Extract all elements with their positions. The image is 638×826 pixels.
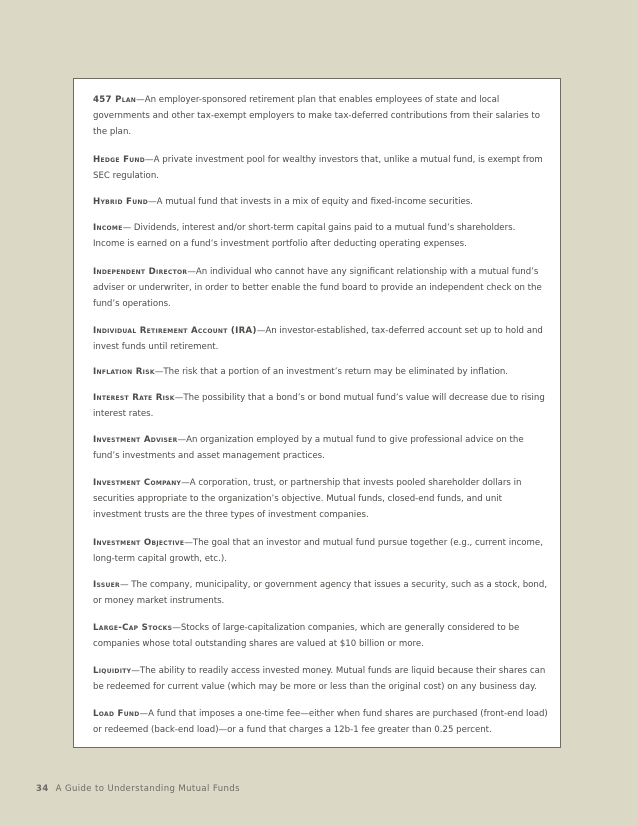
glossary-entry-investment-company bbox=[93, 475, 548, 523]
glossary-definition: —A fund that imposes a one-time fee—either when fund shares are purchased (front-end load) or redeemed (back-end load)—or a fund that charges a 12b-1 fee greater than 0.25 percent. bbox=[93, 709, 548, 735]
glossary-definition: —The ability to readily access invested money. Mutual funds are liquid because their shares can be redeemed for current value (which may be more or less than the original cost) on any business day. bbox=[93, 666, 546, 692]
glossary-definition: —The risk that a portion of an investment’s return may be eliminated by inflation. bbox=[154, 367, 509, 377]
glossary-entry-hedge-fund bbox=[93, 152, 548, 184]
glossary-entry-issuer bbox=[93, 577, 548, 609]
glossary-definition: —A corporation, trust, or partnership that invests pooled shareholder dollars in securities appropriate to the organization’s objective. Mutual funds, closed-end funds, and unit investment trusts are the three types of investment companies. bbox=[93, 478, 522, 520]
glossary-box bbox=[73, 78, 561, 748]
glossary-definition: —An employer-sponsored retirement plan that enables employees of state and local governments and other tax-exempt employers to make tax-deferred contributions from their salaries to the plan. bbox=[93, 95, 540, 137]
glossary-term: 457 Plan bbox=[93, 95, 137, 105]
glossary-term: Investment Adviser bbox=[93, 435, 178, 445]
glossary-entry-inflation-risk bbox=[93, 364, 548, 380]
glossary-entry-large-cap-stocks bbox=[93, 620, 548, 652]
glossary-definition: —An investor-established, tax-deferred account set up to hold and invest funds until retirement. bbox=[93, 326, 543, 352]
glossary-term: Load Fund bbox=[93, 709, 140, 719]
glossary-term: Hybrid Fund bbox=[93, 197, 148, 207]
glossary-entry-investment-objective bbox=[93, 535, 548, 567]
glossary-definition: —An organization employed by a mutual fund to give professional advice on the fund’s investments and asset management practices. bbox=[93, 435, 524, 461]
glossary-term: Investment Company bbox=[93, 478, 182, 488]
glossary-term: Independent Director bbox=[93, 267, 188, 277]
glossary-entry-load-fund bbox=[93, 706, 548, 738]
glossary-entry-interest-rate-risk bbox=[93, 390, 548, 422]
glossary-entry-income bbox=[93, 220, 548, 252]
footer-title: A Guide to Understanding Mutual Funds bbox=[55, 784, 240, 794]
glossary-entry-hybrid-fund bbox=[93, 194, 548, 210]
glossary-definition: — Dividends, interest and/or short-term capital gains paid to a mutual fund’s shareholders. Income is earned on a fund’s investment portfolio after deducting operating expenses. bbox=[93, 223, 516, 249]
glossary-definition: — The company, municipality, or government agency that issues a security, such as a stock, bond, or money market instruments. bbox=[93, 580, 548, 606]
glossary-definition: —The goal that an investor and mutual fund pursue together (e.g., current income, long-term capital growth, etc.). bbox=[93, 538, 543, 564]
glossary-entry-liquidity bbox=[93, 663, 548, 695]
glossary-definition: —A mutual fund that invests in a mix of equity and fixed-income securities. bbox=[147, 197, 473, 207]
glossary-term: Liquidity bbox=[93, 666, 132, 676]
glossary-definition: —A private investment pool for wealthy investors that, unlike a mutual fund, is exempt from SEC regulation. bbox=[93, 155, 543, 181]
glossary-definition: —Stocks of large-capitalization companies, which are generally considered to be companies whose total outstanding shares are valued at $10 billion or more. bbox=[93, 623, 520, 649]
glossary-term: Large-Cap Stocks bbox=[93, 623, 173, 633]
glossary-definition: —An individual who cannot have any significant relationship with a mutual fund’s adviser or underwriter, in order to better enable the fund board to provide an independent check on the fund’s operations. bbox=[93, 267, 542, 309]
glossary-term: Income bbox=[93, 223, 123, 233]
glossary-term: Inflation Risk bbox=[93, 367, 155, 377]
page-number: 34 bbox=[36, 784, 49, 794]
glossary-term: Issuer bbox=[93, 580, 120, 590]
glossary-entry-investment-adviser bbox=[93, 432, 548, 464]
glossary-entry-ira bbox=[93, 323, 548, 355]
page-footer bbox=[36, 784, 240, 794]
glossary-term: Hedge Fund bbox=[93, 155, 146, 165]
glossary-entry-independent-director bbox=[93, 264, 548, 312]
glossary-term: Investment Objective bbox=[93, 538, 185, 548]
glossary-term: Interest Rate Risk bbox=[93, 393, 175, 403]
glossary-term: Individual Retirement Account (IRA) bbox=[93, 326, 257, 336]
glossary-definition: —The possibility that a bond’s or bond mutual fund’s value will decrease due to rising interest rates. bbox=[93, 393, 545, 419]
glossary-entry-457-plan bbox=[93, 92, 548, 140]
